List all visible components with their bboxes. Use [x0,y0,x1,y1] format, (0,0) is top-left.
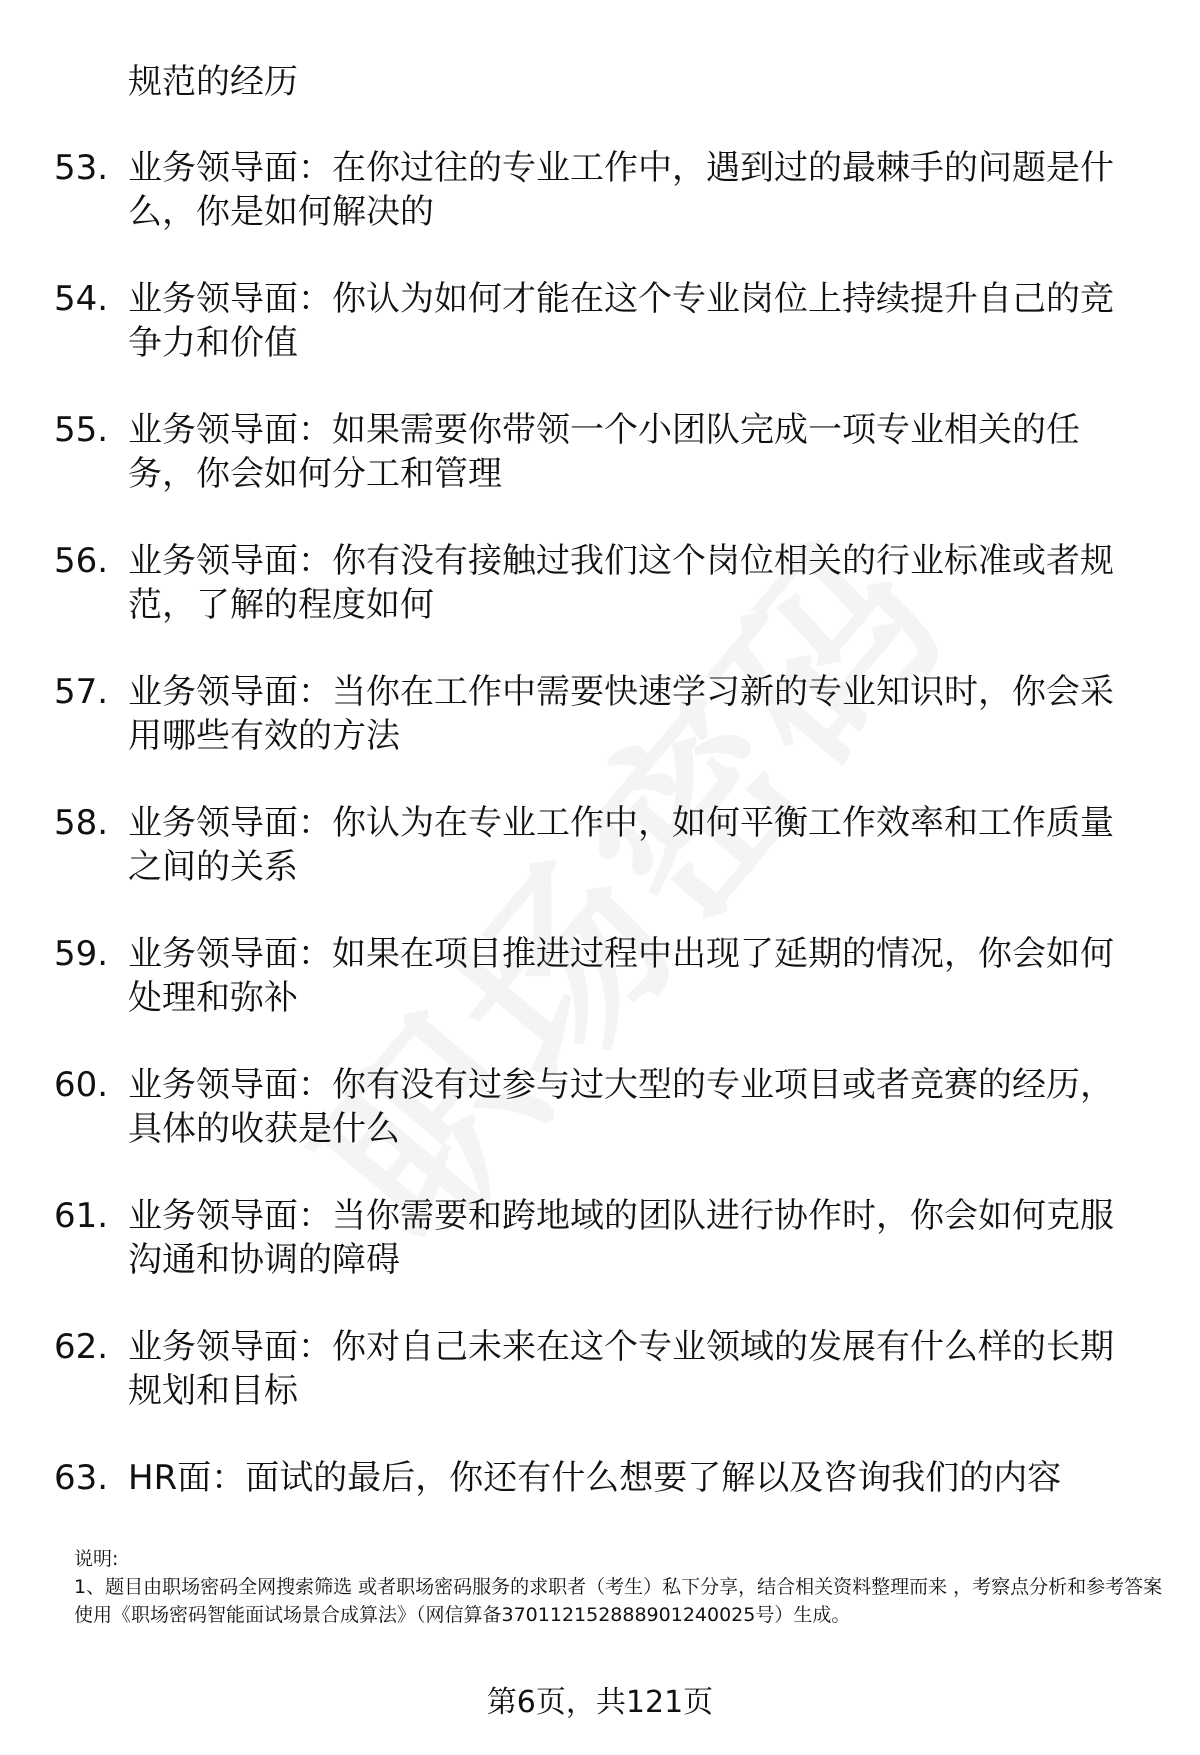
question-number: 53. [54,148,109,188]
page-number: 第6页，共121页 [486,1685,714,1720]
question-item [0,932,1200,1063]
question-item [0,1325,1200,1456]
continued-question-text: 规范的经历 [128,62,298,102]
question-number: 59. [54,934,109,974]
question-item [0,801,1200,932]
question-text: 业务领导面：在你过往的专业工作中，遇到过的最棘手的问题是什么，你是如何解决的 [128,148,1114,232]
question-number: 54. [54,279,109,319]
question-number: 55. [54,410,109,450]
question-item [0,277,1200,408]
question-text: 业务领导面：你有没有过参与过大型的专业项目或者竞赛的经历，具体的收获是什么 [128,1065,1114,1149]
question-item [0,670,1200,801]
notes-label: 说明: [74,1548,119,1570]
question-item [0,146,1200,277]
question-number: 56. [54,541,109,581]
question-text: 业务领导面：你认为如何才能在这个专业岗位上持续提升自己的竞争力和价值 [128,279,1114,363]
question-number: 57. [54,672,109,712]
question-item [0,539,1200,670]
question-item [0,408,1200,539]
question-text: 业务领导面：你有没有接触过我们这个岗位相关的行业标准或者规范，了解的程度如何 [128,541,1114,625]
question-item [0,1194,1200,1325]
question-item [0,1063,1200,1194]
question-text: 业务领导面：当你需要和跨地域的团队进行协作时，你会如何克服沟通和协调的障碍 [128,1196,1114,1280]
question-text: 业务领导面：当你在工作中需要快速学习新的专业知识时，你会采用哪些有效的方法 [128,672,1114,756]
question-text: 业务领导面：你认为在专业工作中，如何平衡工作效率和工作质量之间的关系 [128,803,1114,887]
question-number: 58. [54,803,109,843]
notes-body: 1、题目由职场密码全网搜索筛选 或者职场密码服务的求职者（考生）私下分享，结合相关资料整理而来 ，考察点分析和参考答案使用《职场密码智能面试场景合成算法》（网信算备370112152888901240025号）生成。 [74,1576,1163,1626]
question-text: 业务领导面：如果需要你带领一个小团队完成一项专业相关的任务，你会如何分工和管理 [128,410,1080,494]
question-number: 63. [54,1458,109,1498]
question-text: 业务领导面：你对自己未来在这个专业领域的发展有什么样的长期规划和目标 [128,1327,1114,1411]
question-number: 61. [54,1196,109,1236]
question-text: HR面：面试的最后，你还有什么想要了解以及咨询我们的内容 [128,1458,1062,1498]
question-number: 62. [54,1327,109,1367]
question-number: 60. [54,1065,109,1105]
question-text: 业务领导面：如果在项目推进过程中出现了延期的情况，你会如何处理和弥补 [128,934,1114,1018]
question-list [0,146,1200,1587]
notes-section [74,1545,1164,1629]
